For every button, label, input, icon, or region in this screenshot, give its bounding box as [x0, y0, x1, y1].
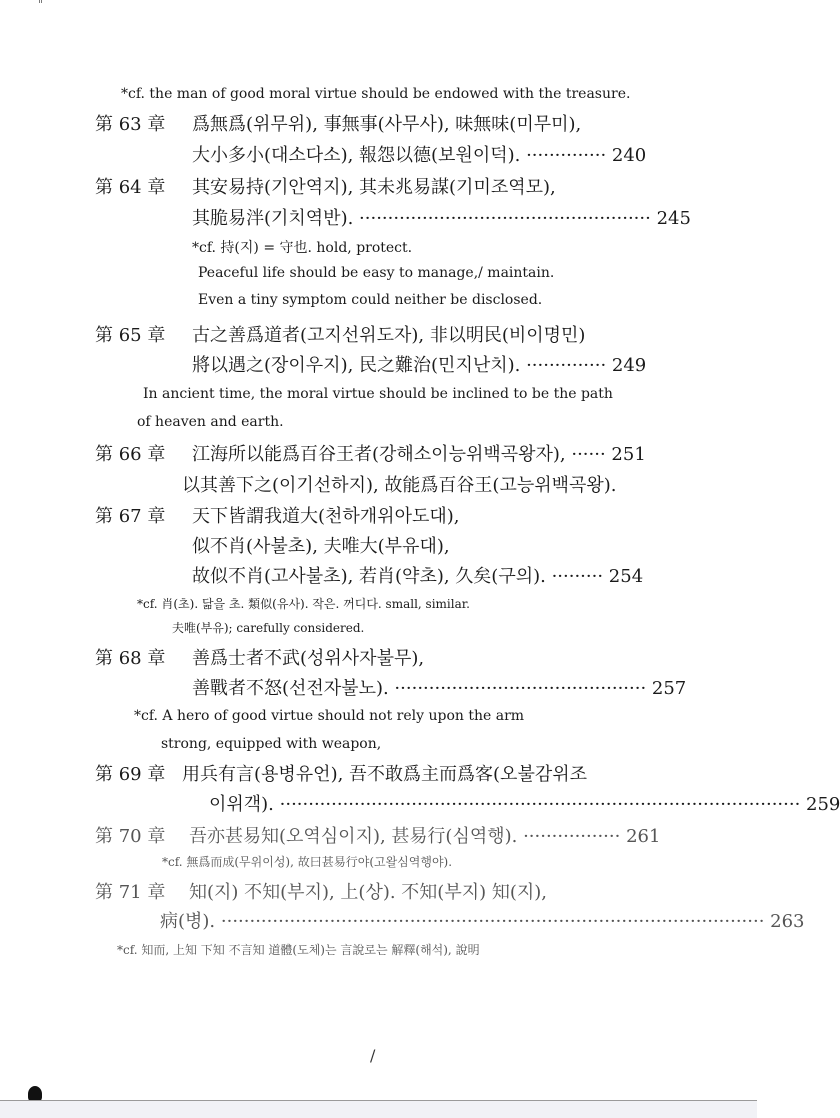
note-line: Even a tiny symptom could neither be disclosed. — [198, 292, 543, 308]
note-line: In ancient time, the moral virtue should be inclined to be the path — [143, 386, 613, 402]
chapter-label: 第 66 章 — [95, 444, 166, 465]
top-mark: " — [38, 0, 44, 11]
toc-entry: 大小多小(대소다소), 報怨以德(보원이덕). ·············· 240 — [192, 145, 647, 166]
text-line: 善爲士者不武(성위사자불무), — [192, 648, 425, 669]
chapter-label: 第 70 章 — [95, 826, 166, 847]
page-number: / — [370, 1046, 376, 1065]
note-line: strong, equipped with weapon, — [161, 736, 382, 752]
toc-entry: 其脆易泮(기치역반). ··················································· 245 — [192, 208, 691, 229]
toc-entry: 將以遇之(장이우지), 民之難治(민지난치). ·············· 249 — [192, 355, 647, 376]
text-line: 爲無爲(위무위), 事無事(사무사), 味無味(미무미), — [192, 114, 582, 135]
toc-entry: 故似不肖(고사불초), 若肖(약초), 久矣(구의). ········· 254 — [192, 566, 644, 587]
chapter-label: 第 65 章 — [95, 325, 166, 346]
note-line: *cf. 知而, 上知 下知 不言知 道體(도체)는 言說로는 解釋(해석), 說明 — [117, 943, 480, 957]
chapter-label: 第 64 章 — [95, 177, 166, 198]
chapter-label: 第 69 章 — [95, 764, 166, 785]
text-line: 以其善下之(이기선하지), 故能爲百谷王(고능위백곡왕). — [182, 475, 617, 496]
text-line: 知(지) 不知(부지), 上(상). 不知(부지) 知(지), — [189, 882, 547, 903]
chapter-label: 第 63 章 — [95, 114, 166, 135]
toc-entry: 善戰者不怒(선전자불노). ············································ 257 — [192, 678, 687, 699]
text-line: 天下皆謂我道大(천하개위아도대), — [192, 506, 460, 527]
chapter-label: 第 71 章 — [95, 882, 166, 903]
toc-entry: 江海所以能爲百谷王者(강해소이능위백곡왕자), ······ 251 — [192, 444, 646, 465]
text-line: 古之善爲道者(고지선위도자), 非以明民(비이명민) — [192, 325, 586, 346]
bottom-strip — [0, 1100, 757, 1118]
chapter-label: 第 67 章 — [95, 506, 166, 527]
note-line: *cf. the man of good moral virtue should be endowed with the treasure. — [121, 86, 631, 102]
note-line: Peaceful life should be easy to manage,/ maintain. — [198, 265, 555, 281]
text-line: 似不肖(사불초), 夫唯大(부유대), — [192, 536, 450, 557]
note-line: 夫唯(부유); carefully considered. — [172, 621, 365, 635]
note-line: *cf. 無爲而成(무위이성), 故曰甚易行야(고왈심역행야). — [162, 855, 453, 869]
toc-entry: 吾亦甚易知(오역심이지), 甚易行(심역행). ················· 261 — [189, 826, 661, 847]
text-line: 其安易持(기안역지), 其未兆易謀(기미조역모), — [192, 177, 556, 198]
note-line: *cf. 肖(초). 닮을 초. 類似(유사). 작은. 꺼디다. small, similar. — [137, 597, 470, 611]
toc-entry: 病(병). ······························································································· 263 — [160, 911, 805, 932]
text-line: 用兵有言(용병유언), 吾不敢爲主而爲客(오불감위조 — [182, 764, 588, 785]
note-line: of heaven and earth. — [137, 414, 284, 430]
note-line: *cf. A hero of good virtue should not rely upon the arm — [134, 708, 525, 724]
toc-entry: 이위객). ··························································································· 259 — [209, 794, 840, 815]
note-line: *cf. 持(지) = 守也. hold, protect. — [192, 240, 413, 256]
chapter-label: 第 68 章 — [95, 648, 166, 669]
